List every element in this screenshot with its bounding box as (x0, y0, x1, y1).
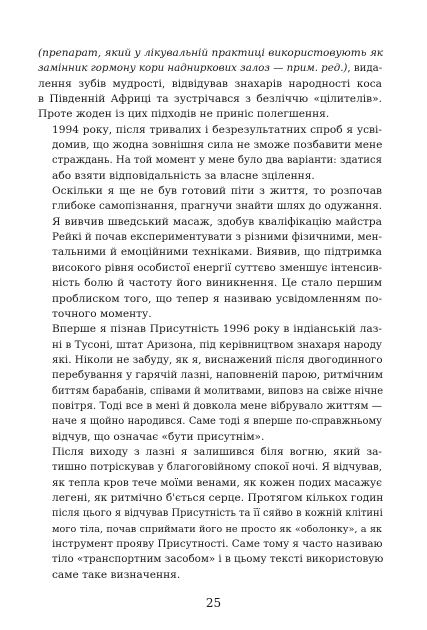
line-text: глибоке самопізнання, прагнучи знайти шлях до одужання. (52, 200, 383, 213)
text-line (38, 92, 382, 107)
text-line (38, 138, 382, 153)
text-line (38, 261, 382, 276)
text-line (38, 414, 382, 429)
text-line (38, 322, 382, 337)
line-text: ні в Тусоні, штат Аризона, під керівництвом знахаря народу (52, 338, 382, 351)
line-text: Проте жоден із цих підходів не приніс полегшення. (38, 108, 330, 121)
line-text: ність болю й частоту його виникнення. Це стало першим (52, 277, 382, 290)
line-text: перебування у гарячій лазні, наповненій парою, ритмічним (52, 369, 383, 382)
line-text: страждань. На той момент у мене було два варіанти: здатися (52, 155, 382, 167)
italic-note: замінник гормону кори надниркових залоз — прим. ред.) (38, 63, 348, 75)
text-line (38, 384, 382, 399)
text-line (38, 460, 382, 475)
italic-note: (препарат, який у лікувальній практиці використовують як (38, 47, 384, 59)
line-text: биттям барабанів, співами й молитвами, виповз на свіже нічне (52, 385, 384, 397)
text-line (38, 245, 382, 260)
line-text: або взяти відповідальність за власне зцілення. (52, 169, 315, 182)
text-line (38, 491, 382, 506)
line-text: тальними й емоційними техніками. Виявив, що підтримка (52, 246, 382, 259)
line-text: легені, як ритмічно б'ється серце. Протягом кількох годин (52, 491, 384, 504)
line-text: тишно потріскував у благоговійному спокої ночі. Я відчував, (52, 462, 382, 474)
line-text: , вида- (347, 63, 383, 75)
line-text: Оскільки я ще не був готовий піти з життя, то розпочав (52, 185, 382, 198)
text-line (38, 568, 382, 583)
text-line (38, 445, 382, 460)
text-line (38, 107, 382, 122)
line-text: Після виходу з лазні я залишився біля вогню, який за- (52, 445, 382, 458)
paragraph (38, 46, 382, 123)
line-text: як тепла кров тече моїми венами, як кожен подих масажує (52, 476, 382, 489)
text-line (38, 353, 382, 368)
text-line (38, 338, 382, 353)
text-line (38, 77, 382, 92)
line-text: мого тіла, почав сприймати його не просто як «оболонку», а як (52, 523, 382, 535)
text-line (38, 430, 382, 445)
text-line (38, 184, 382, 199)
paragraph (38, 123, 382, 184)
text-line (38, 522, 382, 537)
text-line (38, 552, 382, 567)
text-line (38, 123, 382, 138)
page-number: 25 (205, 596, 222, 610)
text-line (38, 399, 382, 414)
text-line (38, 292, 382, 307)
paragraph (38, 445, 382, 583)
text-line (38, 46, 382, 61)
paragraph (38, 322, 382, 445)
page-body (38, 46, 382, 583)
text-line (38, 476, 382, 491)
line-text: наче я щойно народився. Саме тоді я вперше по-справжньому (52, 416, 382, 428)
text-line (38, 506, 382, 521)
line-text: домив, що жодна зовнішня сила не зможе позбавити мене (52, 139, 383, 152)
line-text: після цього я відчував Присутність та її сяйво в кожній клітині (52, 508, 383, 520)
line-text: саме таке визначення. (52, 568, 181, 581)
line-text: Вперше я пізнав Присутність 1996 року в індіанській лаз- (52, 323, 382, 336)
line-text: точного моменту. (52, 307, 152, 320)
line-text: 1994 року, після тривалих і безрезультатних спроб я усві- (52, 123, 382, 136)
text-line (38, 230, 382, 245)
text-line (38, 276, 382, 291)
text-line (38, 61, 382, 76)
text-line (38, 169, 382, 184)
line-text: які. Ніколи не забуду, як я, виснажений після двогодинного (52, 353, 383, 366)
line-text: проблиском того, що тепер я називаю усвідомленням по- (52, 292, 382, 305)
text-line (38, 215, 382, 230)
line-text: лення зубів мудрості, відвідував знахарів народності коса (38, 77, 382, 90)
line-text: в Південній Африці та зустрічався з безліччю «цілителів». (38, 93, 382, 106)
line-text: тіло «транспортним засобом» і в цьому тексті використовую (52, 553, 384, 566)
text-line (38, 307, 382, 322)
text-line (38, 537, 382, 552)
paragraph (38, 184, 382, 322)
line-text: відчув, що означає «бути присутнім». (52, 430, 265, 443)
text-line (38, 199, 382, 214)
line-text: Я вивчив шведський масаж, здобув кваліфікацію майстра (52, 215, 382, 228)
line-text: повітря. Тоді все в мені й довкола мене вібрувало життям — (52, 399, 383, 412)
line-text: Рейкі й почав експериментувати з різними фізичними, мен- (52, 231, 382, 244)
text-line (38, 368, 382, 383)
text-line (38, 153, 382, 168)
line-text: високого рівня особистої енергії суттєво зменшує інтенсив- (52, 261, 382, 274)
line-text: інструмент прояву Присутності. Саме тому я часто називаю (52, 538, 383, 550)
